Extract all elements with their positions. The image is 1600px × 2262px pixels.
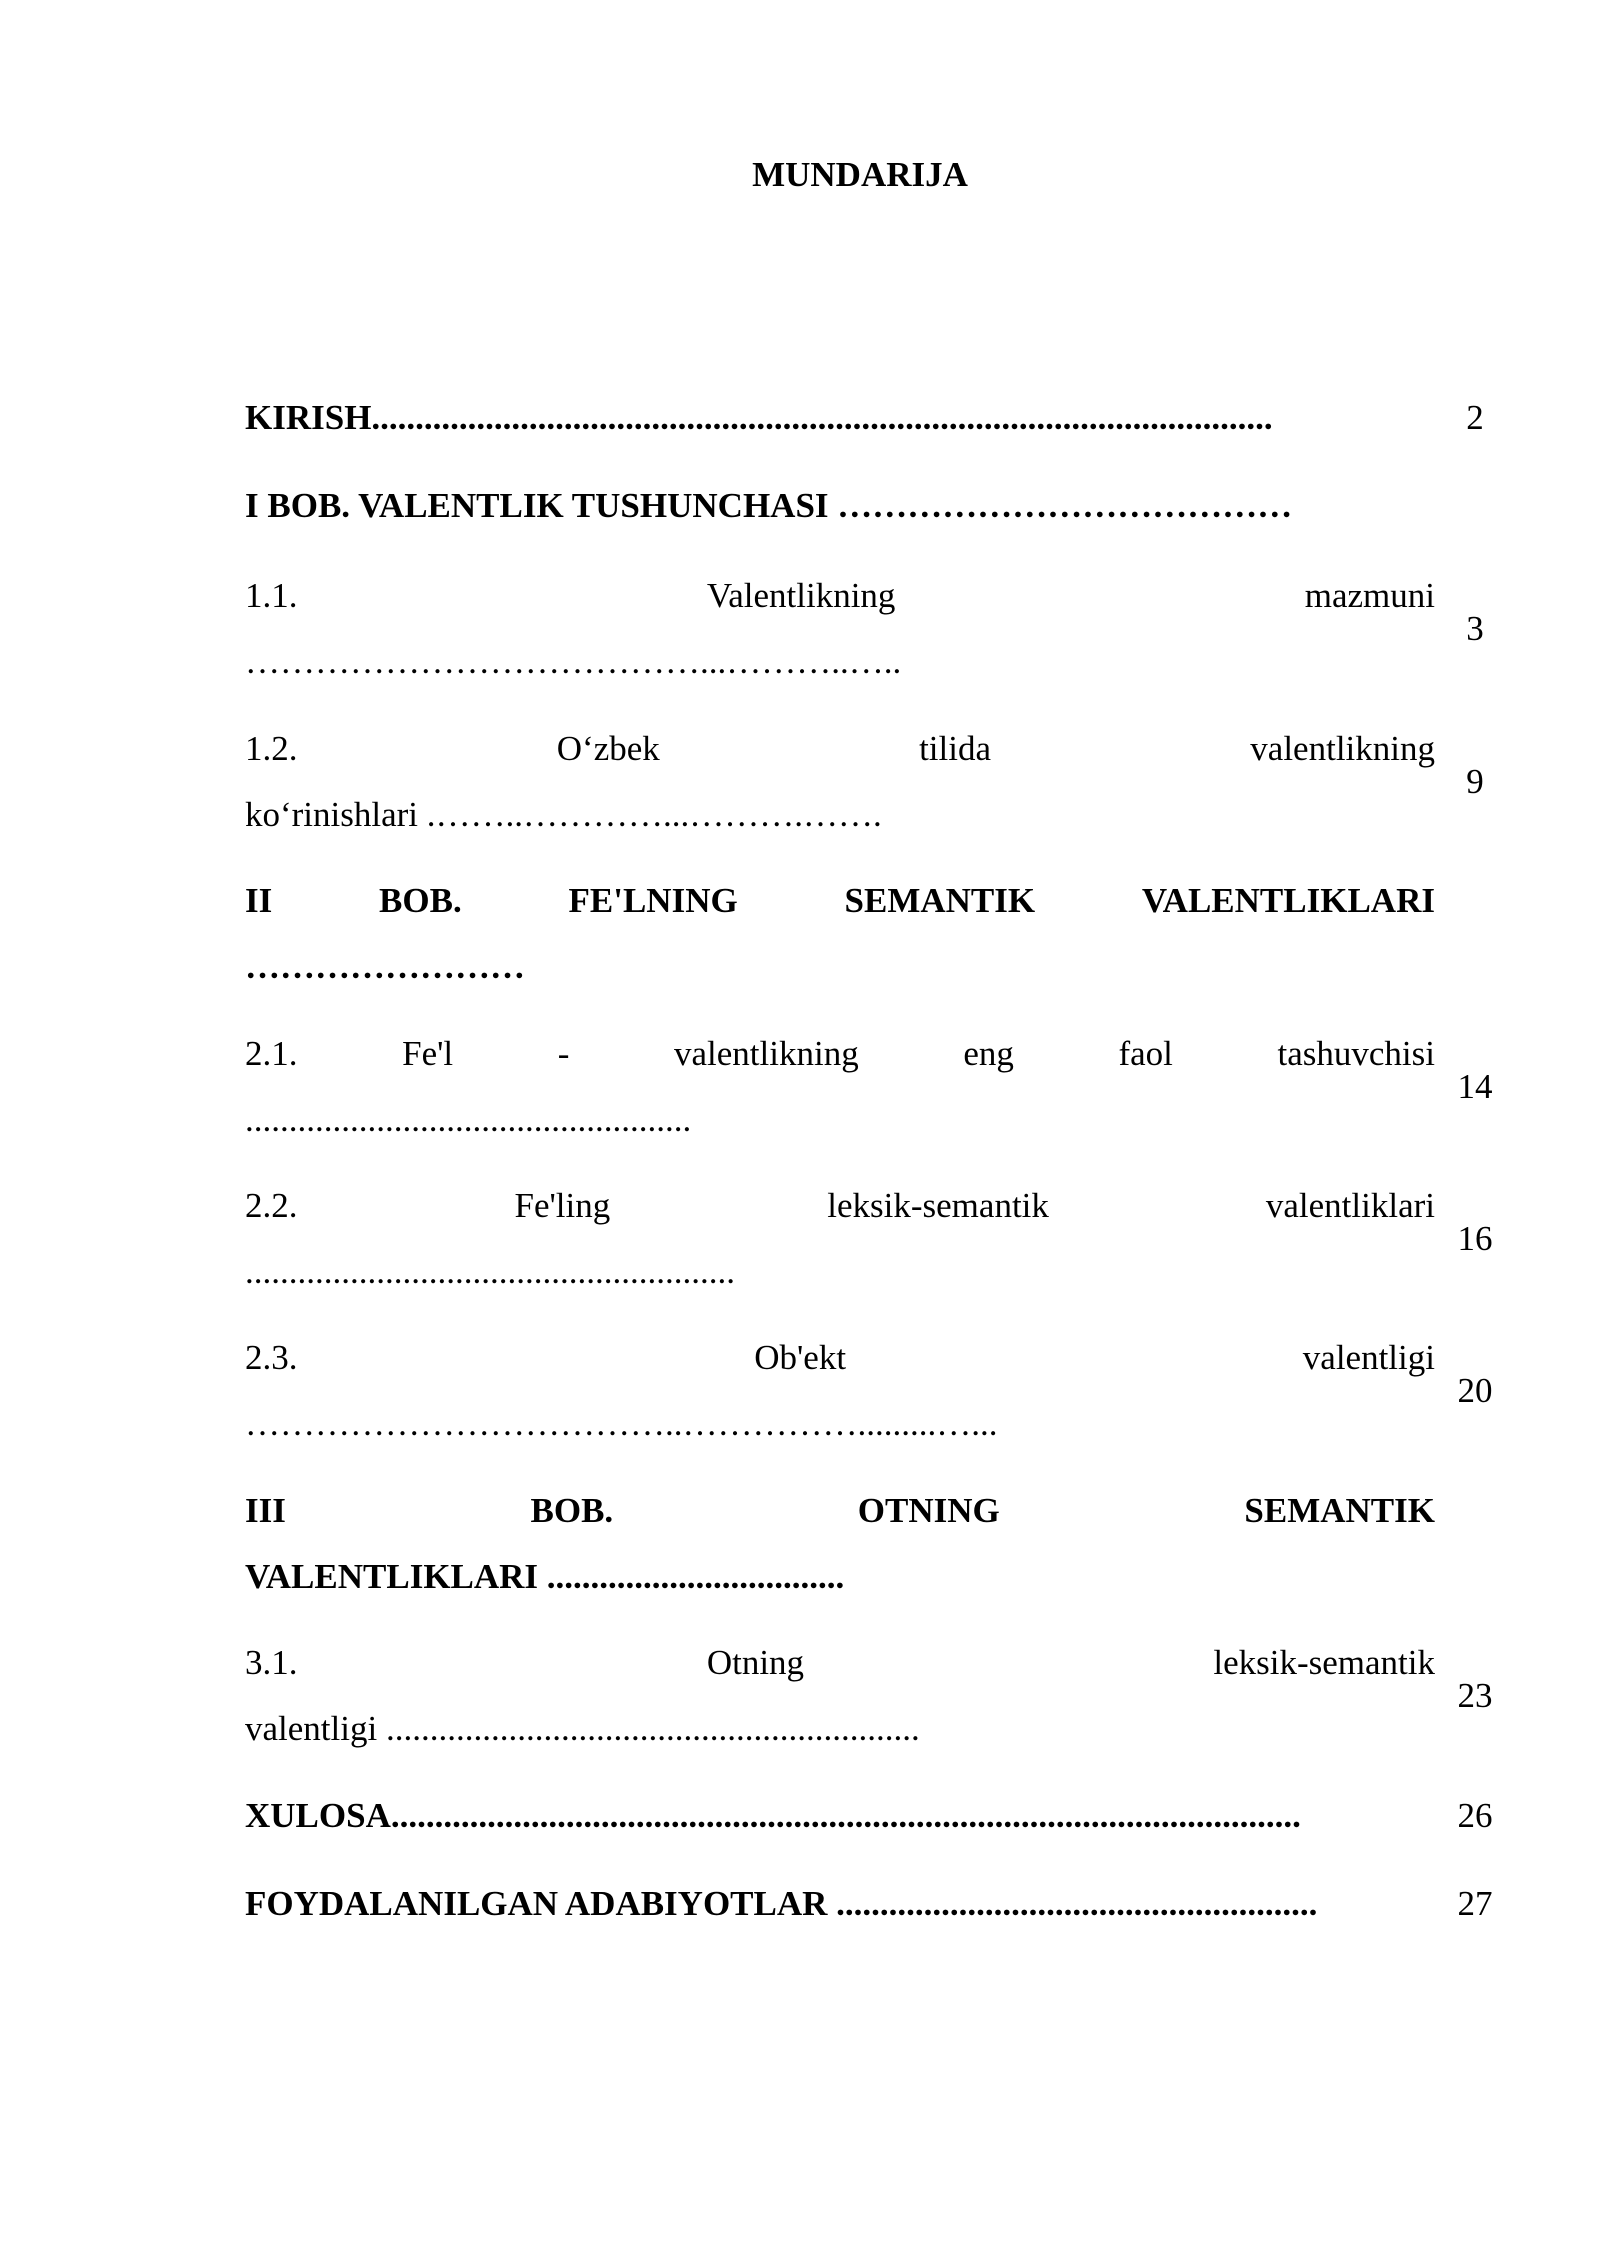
toc-entry-word: Valentlikning	[706, 576, 896, 615]
toc-entry-word: valentlikning	[674, 1034, 859, 1073]
toc-entry-chapter-2	[245, 868, 1435, 1000]
toc-entry-3-1	[245, 1630, 1435, 1762]
toc-entry-kirish	[245, 385, 1435, 451]
page-title: MUNDARIJA	[752, 155, 968, 194]
toc-entry-word: 2.2.	[245, 1186, 298, 1225]
toc-page-number: 27	[1457, 1884, 1493, 1923]
toc-entry-word: Otning	[706, 1643, 805, 1682]
toc-entry-1-1	[245, 563, 1435, 695]
toc-entry-text: KIRISH.......................................................................................................	[245, 398, 1273, 437]
toc-entry-word: leksik-semantik	[1213, 1643, 1435, 1682]
toc-entry-text: I BOB. VALENTLIK TUSHUNCHASI …………………………………	[245, 486, 1293, 525]
toc-entry-leader: ko‘rinishlari .……..…………...……….…….	[245, 795, 882, 834]
toc-entry-leader: ……………………	[245, 947, 525, 986]
toc-entry-word: O‘zbek	[556, 729, 660, 768]
toc-entry-word: 2.1.	[245, 1034, 298, 1073]
toc-entry-word: 3.1.	[245, 1643, 298, 1682]
toc-entry-word: mazmuni	[1304, 576, 1435, 615]
toc-entry-leader: valentligi .............................................................	[245, 1709, 920, 1748]
toc-entry-word: faol	[1118, 1034, 1173, 1073]
toc-page-number: 16	[1457, 1219, 1493, 1258]
toc-entry-word: 2.3.	[245, 1338, 298, 1377]
toc-entry-word: BOB.	[530, 1491, 614, 1530]
toc-entry-word: tashuvchisi	[1277, 1034, 1435, 1073]
toc-entry-word: Ob'ekt	[754, 1338, 847, 1377]
toc-entry-leader: …………………………………...………..…..	[245, 642, 902, 681]
toc-entry-word: Fe'l	[402, 1034, 454, 1073]
toc-entry-word: BOB.	[379, 881, 462, 920]
toc-page-number: 20	[1457, 1371, 1493, 1410]
toc-entry-word: FE'LNING	[568, 881, 738, 920]
toc-page-number: 14	[1457, 1067, 1493, 1106]
toc-entry-word: OTNING	[857, 1491, 1000, 1530]
toc-entry-2-2	[245, 1173, 1435, 1305]
toc-entry-chapter-3	[245, 1478, 1435, 1610]
toc-entry-leader: ...................................................	[245, 1100, 692, 1139]
toc-entry-word: valentligi	[1302, 1338, 1435, 1377]
toc-entry-leader: ………………………………..…………….........…...	[245, 1404, 998, 1443]
toc-entry-word: -	[557, 1034, 570, 1073]
toc-page-number: 23	[1457, 1676, 1493, 1715]
toc-entry-word: leksik-semantik	[827, 1186, 1049, 1225]
toc-page-number: 2	[1466, 398, 1484, 437]
toc-entry-word: SEMANTIK	[1244, 1491, 1435, 1530]
toc-page-number: 9	[1466, 762, 1484, 801]
toc-entry-word: II	[245, 881, 273, 920]
toc-entry-1-2	[245, 716, 1435, 848]
toc-entry-leader: VALENTLIKLARI ..................................	[245, 1557, 845, 1596]
toc-entry-word: valentlikning	[1250, 729, 1435, 768]
toc-page-number: 26	[1457, 1796, 1493, 1835]
toc-entry-word: 1.2.	[245, 729, 298, 768]
toc-entry-word: VALENTLIKLARI	[1141, 881, 1435, 920]
toc-entry-word: 1.1.	[245, 576, 298, 615]
toc-entry-2-1	[245, 1021, 1435, 1153]
toc-entry-word: III	[245, 1491, 286, 1530]
toc-entry-text: XULOSA........................................................................................................	[245, 1796, 1301, 1835]
toc-page-number: 3	[1466, 609, 1484, 648]
toc-entry-word: Fe'ling	[514, 1186, 611, 1225]
toc-entry-xulosa	[245, 1783, 1435, 1849]
toc-entry-word: valentliklari	[1265, 1186, 1435, 1225]
toc-entry-word: tilida	[919, 729, 992, 768]
toc-entry-word: SEMANTIK	[844, 881, 1036, 920]
toc-entry-references	[245, 1871, 1435, 1937]
toc-entry-leader: ........................................................	[245, 1252, 735, 1291]
toc-entry-word: eng	[963, 1034, 1014, 1073]
toc-entry-text: FOYDALANILGAN ADABIYOTLAR .......................................................	[245, 1884, 1318, 1923]
toc-entry-2-3	[245, 1325, 1435, 1457]
toc-entry-chapter-1	[245, 473, 1435, 539]
